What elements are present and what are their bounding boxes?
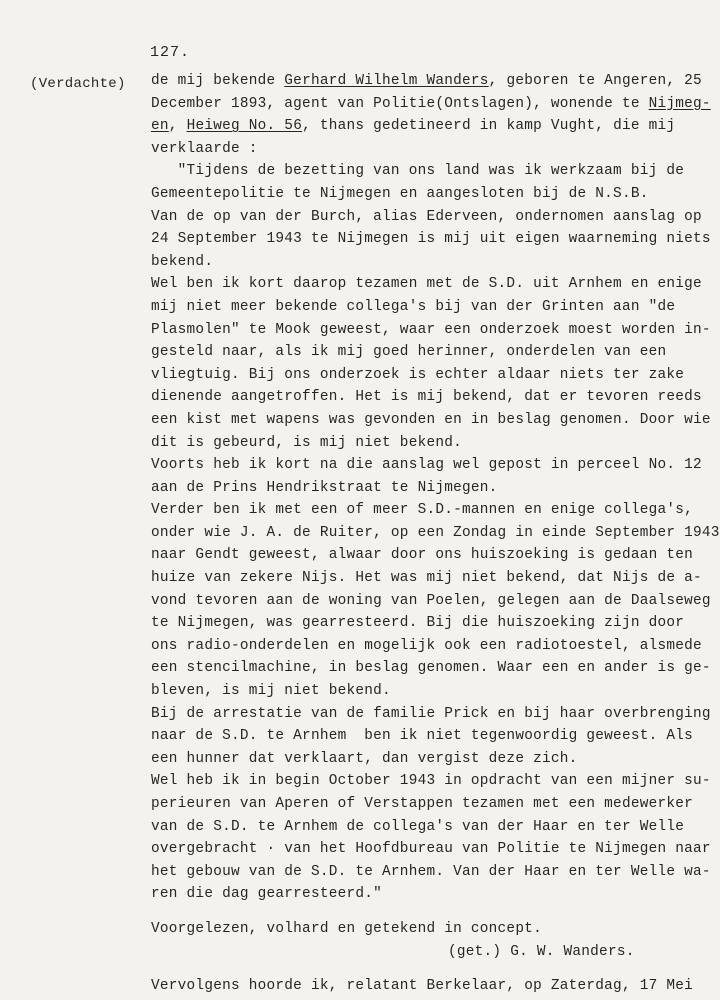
- margin-note-suspect: (Verdachte): [30, 76, 126, 92]
- suspect-name: Gerhard Wilhelm Wanders: [284, 73, 489, 89]
- statement-line: overgebracht · van het Hoofdbureau van Politie te Nijmegen naar: [151, 841, 711, 858]
- statement-line: gesteld naar, als ik mij goed herinner, onderdelen van een: [151, 344, 667, 361]
- statement-line: Verder ben ik met een of meer S.D.-mannen en enige collega's,: [151, 502, 694, 519]
- statement-line: Bij de arrestatie van de familie Prick en bij haar overbrenging: [151, 705, 711, 722]
- statement-line: 24 September 1943 te Nijmegen is mij uit eigen waarneming niets: [151, 231, 711, 248]
- intro-text: , thans gedetineerd in kamp Vught, die mij: [302, 118, 676, 135]
- statement-line: een hunner dat verklaart, dan vergist deze zich.: [151, 750, 578, 767]
- residence-city-cont: en: [151, 118, 169, 135]
- statement-line: een stencilmachine, in beslag genomen. Waar een en ander is ge-: [151, 660, 711, 677]
- statement-line: mij niet meer bekende collega's bij van der Grinten aan "de: [151, 298, 676, 315]
- statement-line: ren die dag gearresteerd.": [151, 886, 383, 903]
- statement-line: te Nijmegen, was gearresteerd. Bij die huiszoeking zijn door: [151, 615, 685, 632]
- statement-line: van de S.D. te Arnhem de collega's van der Haar en ter Welle: [151, 818, 685, 835]
- statement-line: aan de Prins Hendrikstraat te Nijmegen.: [151, 479, 498, 496]
- closing-line: Voorgelezen, volhard en getekend in concept.: [151, 920, 542, 937]
- document-body: [151, 70, 720, 998]
- statement-line: Plasmolen" te Mook geweest, waar een onderzoek moest worden in-: [151, 321, 711, 338]
- statement-line: dit is gebeurd, is mij niet bekend.: [151, 434, 463, 451]
- intro-line-1: [151, 70, 702, 93]
- statement-line: Van de op van der Burch, alias Ederveen, ondernomen aanslag op: [151, 208, 702, 225]
- statement-line: dienende aangetroffen. Het is mij bekend, dat er tevoren reeds: [151, 389, 702, 406]
- continuation-line: Vervolgens hoorde ik, relatant Berkelaar, op Zaterdag, 17 Mei: [151, 978, 694, 995]
- residence-street: Heiweg No. 56: [186, 118, 303, 135]
- statement-line: Wel ben ik kort daarop tezamen met de S.D. uit Arnhem en enige: [151, 276, 702, 293]
- intro-line-4: verklaarde :: [151, 140, 258, 157]
- statement-line: Wel heb ik in begin October 1943 in opdracht van een mijner su-: [151, 773, 711, 790]
- page-number: 127.: [150, 44, 191, 61]
- intro-text: December 1893, agent van Politie(Ontslagen), wonende te: [151, 95, 649, 112]
- statement-line: het gebouw van de S.D. te Arnhem. Van der Haar en ter Welle wa-: [151, 863, 711, 880]
- statement-line: bleven, is mij niet bekend.: [151, 683, 391, 700]
- statement-line: vond tevoren aan de woning van Poelen, gelegen aan de Daalseweg: [151, 592, 711, 609]
- statement-line: perieuren van Aperen of Verstappen tezamen met een medewerker: [151, 796, 694, 812]
- spacer: [151, 963, 696, 975]
- statement-line: huize van zekere Nijs. Het was mij niet bekend, dat Nijs de a-: [151, 570, 702, 587]
- intro-text: ,: [168, 118, 187, 135]
- intro-line-2: [151, 93, 711, 116]
- statement-line: bekend.: [151, 253, 214, 270]
- statement-line: Gemeentepolitie te Nijmegen en aangesloten bij de N.S.B.: [151, 185, 649, 202]
- intro-line-3: [151, 115, 696, 138]
- statement-line: naar de S.D. te Arnhem ben ik niet tegenwoordig geweest. Als: [151, 728, 694, 745]
- signature-line: (get.) G. W. Wanders.: [448, 943, 635, 960]
- statement-line: "Tijdens de bezetting van ons land was ik werkzaam bij de: [151, 163, 685, 180]
- statement-line: Voorts heb ik kort na die aanslag wel gepost in perceel No. 12: [151, 457, 702, 474]
- statement-line: onder wie J. A. de Ruiter, op een Zondag in einde September 1943: [151, 524, 720, 541]
- statement-line: vliegtuig. Bij ons onderzoek is echter aldaar niets ter zake: [151, 366, 685, 383]
- spacer: [151, 906, 696, 918]
- statement-line: een kist met wapens was gevonden en in beslag genomen. Door wie: [151, 411, 711, 428]
- intro-text: , geboren te Angeren, 25: [488, 73, 702, 89]
- statement-line: ons radio-onderdelen en mogelijk ook een radiotoestel, alsmede: [151, 637, 702, 654]
- intro-text: de mij bekende: [151, 73, 285, 89]
- residence-city: Nijmeg-: [648, 95, 711, 112]
- statement-line: naar Gendt geweest, alwaar door ons huiszoeking is gedaan ten: [151, 547, 694, 564]
